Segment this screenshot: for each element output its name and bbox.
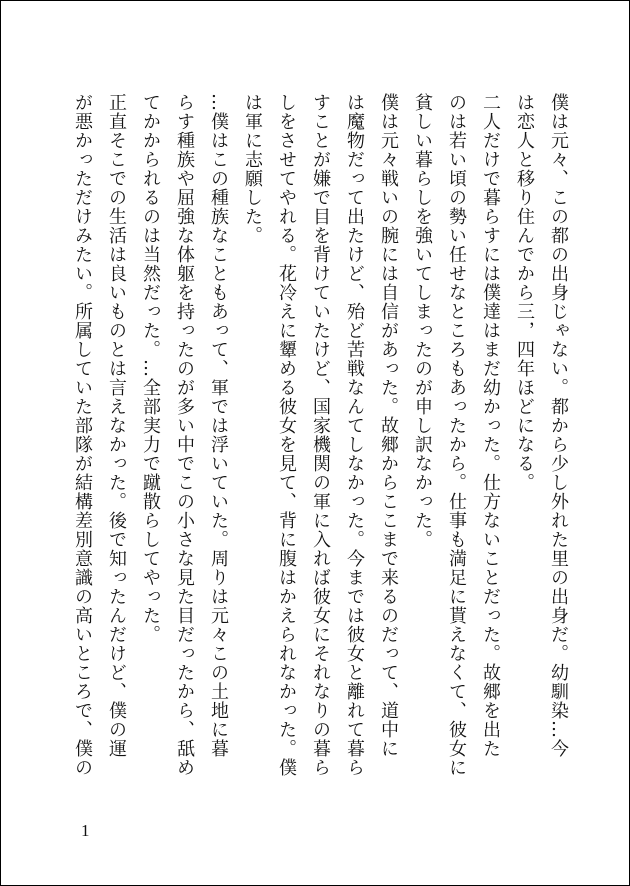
text-line-11: …僕はこの種族なこともあって、軍では浮いていた。周りは元々この土地に暮 — [208, 93, 229, 758]
text-line-9: しをさせてやれる。花冷えに顰める彼女を見て、背に腹はかえられなかった。僕 — [276, 93, 297, 777]
text-line-14: 正直そこでの生活は良いものとは言えなかった。後で知ったんだけど、僕の運 — [106, 93, 127, 758]
body-text — [65, 93, 575, 797]
text-line-10: は軍に志願した。 — [242, 93, 263, 245]
text-line-6: 僕は元々戦いの腕には自信があった。故郷からここまで来るのだって、道中に — [378, 93, 399, 758]
text-line-2: は恋人と移り住んでから三，四年ほどになる。 — [514, 93, 535, 492]
text-line-1: 僕は元々、この都の出身じゃない。都から少し外れた里の出身だ。幼馴染…今 — [548, 93, 569, 758]
text-line-4: のは若い頃の勢い任せなところもあったから。仕事も満足に貰えなくて、彼女に — [446, 93, 467, 777]
text-line-7: は魔物だって出たけど、殆ど苦戦なんてしなかった。今までは彼女と離れて暮ら — [344, 93, 365, 777]
text-line-3: 二人だけで暮らすには僕達はまだ幼かった。仕方ないことだった。故郷を出た — [480, 93, 501, 758]
text-line-5: 貧しい暮らしを強いてしまったのが申し訳なかった。 — [412, 93, 433, 549]
text-line-8: すことが嫌で目を背けていたけど、国家機関の軍に入れば彼女にそれなりの暮ら — [310, 93, 331, 777]
page-number: 1 — [81, 821, 90, 840]
text-line-12: らす種族や屈強な体躯を持ったのが多い中でこの小さな見た目だったから、舐め — [174, 93, 195, 777]
text-line-13: てかかられるのは当然だった。…全部実力で蹴散らしてやった。 — [140, 93, 161, 644]
text-line-15: が悪かっただけみたい。所属していた部隊が結構差別意識の高いところで、僕の — [72, 93, 93, 777]
